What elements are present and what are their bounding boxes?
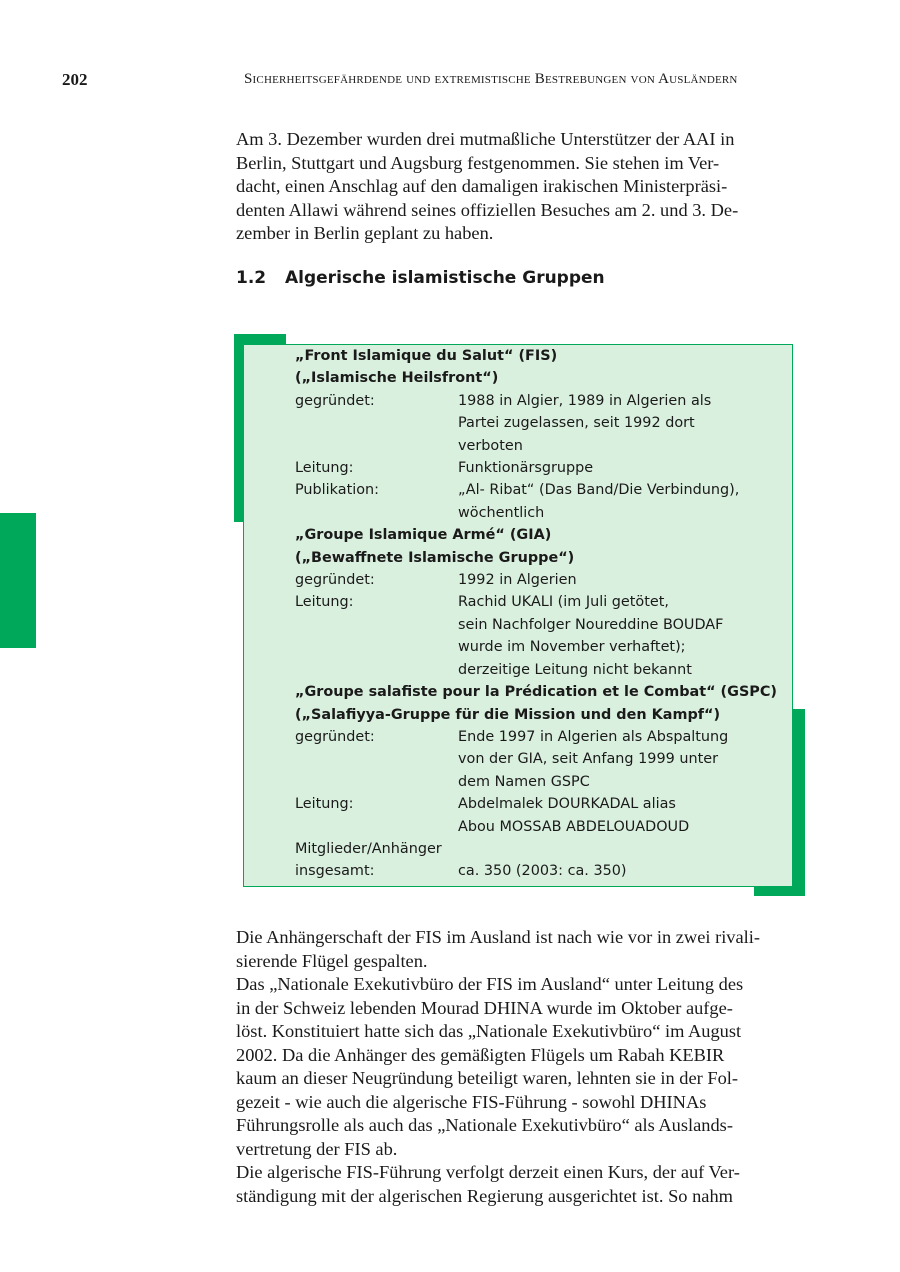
running-header-title: Sicherheitsgefährdende und extremistische Bestrebungen von Ausländern bbox=[244, 71, 738, 87]
gspc-founded-row bbox=[295, 726, 785, 793]
fact-value: 1988 in Algier, 1989 in Algerien als bbox=[458, 392, 712, 409]
fact-label: insgesamt: bbox=[295, 863, 375, 880]
text-line: sierende Flügel gespalten. bbox=[236, 950, 428, 971]
fact-value: wurde im November verhaftet); bbox=[458, 639, 686, 656]
gia-leadership-row bbox=[295, 591, 785, 681]
intro-paragraph bbox=[236, 128, 802, 246]
text-line: gezeit - wie auch die algerische FIS-Führung - sowohl DHINAs bbox=[236, 1091, 707, 1112]
gspc-entry bbox=[295, 681, 785, 883]
gia-title: „Groupe Islamique Armé“ (GIA) bbox=[295, 527, 552, 544]
fis-entry bbox=[295, 345, 785, 524]
text-line: in der Schweiz lebenden Mourad DHINA wurde im Oktober aufge- bbox=[236, 997, 733, 1018]
fact-value: 1992 in Algerien bbox=[458, 572, 577, 589]
fact-label: gegründet: bbox=[295, 572, 375, 589]
fact-value: sein Nachfolger Noureddine BOUDAF bbox=[458, 616, 724, 633]
fact-value: verboten bbox=[458, 437, 523, 454]
fis-title-translation: („Islamische Heilsfront“) bbox=[295, 370, 499, 387]
fis-publication-row bbox=[295, 479, 785, 524]
body-paragraph bbox=[236, 926, 802, 973]
text-line: Berlin, Stuttgart und Augsburg festgenommen. Sie stehen im Ver- bbox=[236, 152, 720, 173]
fact-label: Leitung: bbox=[295, 594, 354, 611]
gspc-members-row bbox=[295, 838, 785, 883]
fact-label: Leitung: bbox=[295, 460, 354, 477]
section-number: 1.2 bbox=[236, 268, 267, 288]
text-line: Die algerische FIS-Führung verfolgt derzeit einen Kurs, der auf Ver- bbox=[236, 1162, 740, 1182]
fact-value: Abou MOSSAB ABDELOUADOUD bbox=[458, 818, 690, 835]
fact-value: derzeitige Leitung nicht bekannt bbox=[458, 661, 692, 678]
fact-value: dem Namen GSPC bbox=[458, 773, 590, 790]
text-line: dacht, einen Anschlag auf den damaligen irakischen Ministerpräsi- bbox=[236, 176, 728, 196]
gspc-title-translation: („Salafiyya-Gruppe für die Mission und den Kampf“) bbox=[295, 706, 721, 723]
text-line: löst. Konstituiert hatte sich das „Nationale Exekutivbüro“ im August bbox=[236, 1021, 742, 1041]
fact-label: Publikation: bbox=[295, 482, 379, 499]
text-line: Führungsrolle als auch das „Nationale Exekutivbüro“ als Auslands- bbox=[236, 1115, 733, 1135]
body-paragraph bbox=[236, 973, 802, 1161]
fact-value: Funktionärsgruppe bbox=[458, 460, 594, 477]
gia-entry bbox=[295, 524, 785, 681]
text-line: vertretung der FIS ab. bbox=[236, 1138, 398, 1159]
text-line: kaum an dieser Neugründung beteiligt waren, lehnten sie in der Fol- bbox=[236, 1068, 739, 1088]
fis-leadership-row bbox=[295, 457, 785, 479]
fact-value: Ende 1997 in Algerien als Abspaltung bbox=[458, 728, 729, 745]
fact-label: Leitung: bbox=[295, 796, 354, 813]
gspc-title: „Groupe salafiste pour la Prédication et le Combat“ (GSPC) bbox=[295, 684, 777, 701]
page-number: 202 bbox=[62, 70, 88, 89]
fact-value: Rachid UKALI (im Juli getötet, bbox=[458, 594, 669, 611]
side-thumb-tab bbox=[0, 513, 36, 648]
text-line: Das „Nationale Exekutivbüro der FIS im Ausland“ unter Leitung des bbox=[236, 974, 744, 994]
gspc-leadership-row bbox=[295, 793, 785, 838]
organizations-info-box bbox=[243, 344, 793, 887]
section-heading bbox=[236, 268, 605, 288]
fact-value: Abdelmalek DOURKADAL alias bbox=[458, 796, 676, 813]
fact-label: gegründet: bbox=[295, 728, 375, 745]
fact-value: „Al- Ribat“ (Das Band/Die Verbindung), bbox=[458, 482, 740, 499]
gia-founded-row bbox=[295, 569, 785, 591]
text-line: zember in Berlin geplant zu haben. bbox=[236, 223, 494, 243]
text-line: ständigung mit der algerischen Regierung ausgerichtet ist. So nahm bbox=[236, 1185, 733, 1206]
gia-title-translation: („Bewaffnete Islamische Gruppe“) bbox=[295, 549, 575, 566]
fact-label: Mitglieder/Anhänger bbox=[295, 840, 442, 857]
fact-value: Partei zugelassen, seit 1992 dort bbox=[458, 415, 695, 432]
body-paragraph bbox=[236, 1161, 802, 1208]
fis-title: „Front Islamique du Salut“ (FIS) bbox=[295, 348, 558, 364]
fact-value: von der GIA, seit Anfang 1999 unter bbox=[458, 751, 718, 768]
text-line: denten Allawi während seines offiziellen Besuches am 2. und 3. De- bbox=[236, 199, 739, 220]
fact-label: gegründet: bbox=[295, 392, 375, 409]
section-title: Algerische islamistische Gruppen bbox=[285, 268, 605, 288]
text-line: Am 3. Dezember wurden drei mutmaßliche Unterstützer der AAI in bbox=[236, 129, 735, 149]
text-line: 2002. Da die Anhänger des gemäßigten Flügels um Rabah KEBIR bbox=[236, 1044, 725, 1065]
info-box-content bbox=[295, 345, 785, 883]
fact-value: wöchentlich bbox=[458, 504, 545, 521]
fact-value: ca. 350 (2003: ca. 350) bbox=[458, 863, 627, 880]
fis-founded-row bbox=[295, 390, 785, 457]
text-line: Die Anhängerschaft der FIS im Ausland ist nach wie vor in zwei rivali- bbox=[236, 927, 761, 947]
